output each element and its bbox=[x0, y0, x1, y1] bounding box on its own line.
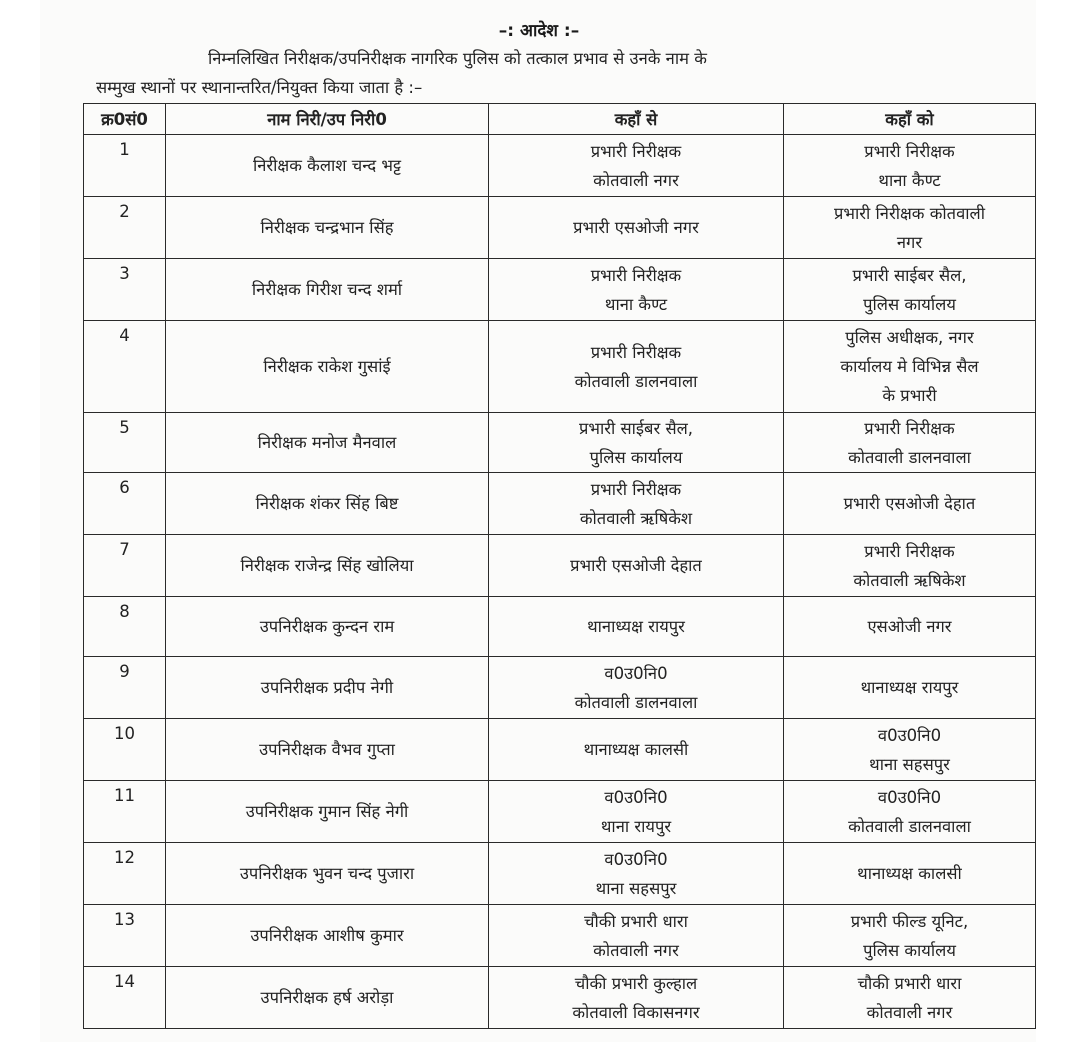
posting-to-line: के प्रभारी bbox=[882, 386, 937, 405]
posting-from-line: थानाध्यक्ष रायपुर bbox=[587, 617, 685, 636]
officer-name: निरीक्षक राजेन्द्र सिंह खोलिया bbox=[166, 535, 489, 597]
table-row bbox=[84, 473, 1036, 535]
posting-to bbox=[784, 473, 1036, 535]
posting-from bbox=[489, 259, 784, 321]
posting-to-line: व0उ0नि0 bbox=[877, 725, 942, 745]
posting-from bbox=[489, 781, 784, 843]
posting-from bbox=[489, 657, 784, 719]
row-serial-number: 9 bbox=[84, 657, 166, 719]
posting-to-line: प्रभारी निरीक्षक कोतवाली bbox=[834, 203, 985, 223]
posting-from bbox=[489, 197, 784, 259]
posting-to-line: पुलिस अधीक्षक, नगर bbox=[845, 328, 974, 347]
posting-from bbox=[489, 135, 784, 197]
row-serial-number: 6 bbox=[84, 473, 166, 535]
posting-from-line: प्रभारी एसओजी नगर bbox=[573, 218, 699, 237]
posting-to-line: पुलिस कार्यालय bbox=[863, 294, 956, 314]
posting-from-line: व0उ0नि0 bbox=[604, 663, 668, 683]
officer-name: उपनिरीक्षक कुन्दन राम bbox=[166, 597, 489, 657]
posting-from-line: कोतवाली नगर bbox=[593, 940, 679, 960]
posting-from bbox=[489, 967, 784, 1029]
table-row bbox=[84, 321, 1036, 413]
table-row bbox=[84, 781, 1036, 843]
officer-name: निरीक्षक चन्द्रभान सिंह bbox=[166, 197, 489, 259]
transfer-table bbox=[83, 103, 1036, 1029]
officer-name: उपनिरीक्षक आशीष कुमार bbox=[166, 905, 489, 967]
posting-from-line: व0उ0नि0 bbox=[604, 849, 668, 869]
row-serial-number: 11 bbox=[84, 781, 166, 843]
posting-from-line: प्रभारी एसओजी देहात bbox=[570, 556, 702, 575]
order-heading: –: आदेश :– bbox=[498, 21, 580, 41]
table-row bbox=[84, 535, 1036, 597]
posting-from bbox=[489, 535, 784, 597]
posting-from-line: प्रभारी निरीक्षक bbox=[590, 479, 682, 499]
posting-to bbox=[784, 719, 1036, 781]
posting-from bbox=[489, 413, 784, 473]
posting-from bbox=[489, 597, 784, 657]
table-row bbox=[84, 719, 1036, 781]
posting-from-line: प्रभारी निरीक्षक bbox=[590, 342, 682, 362]
posting-from-line: प्रभारी साईबर सैल, bbox=[578, 418, 694, 438]
officer-name: निरीक्षक शंकर सिंह बिष्ट bbox=[166, 473, 489, 535]
posting-from-line: चौकी प्रभारी कुल्हाल bbox=[574, 973, 698, 993]
posting-from-line: चौकी प्रभारी धारा bbox=[584, 911, 688, 931]
row-serial-number: 3 bbox=[84, 259, 166, 321]
posting-to-line: व0उ0नि0 bbox=[877, 787, 942, 807]
officer-name: निरीक्षक कैलाश चन्द भट्ट bbox=[166, 135, 489, 197]
officer-name: निरीक्षक गिरीश चन्द शर्मा bbox=[166, 259, 489, 321]
posting-to-line: प्रभारी साईबर सैल, bbox=[852, 265, 967, 285]
posting-to-line: प्रभारी एसओजी देहात bbox=[843, 494, 976, 513]
row-serial-number: 8 bbox=[84, 597, 166, 657]
table-row bbox=[84, 597, 1036, 657]
posting-to-line: थानाध्यक्ष रायपुर bbox=[860, 678, 959, 697]
officer-name: उपनिरीक्षक भुवन चन्द पुजारा bbox=[166, 843, 489, 905]
posting-to-line: प्रभारी फील्ड यूनिट, bbox=[850, 911, 969, 931]
table-row bbox=[84, 413, 1036, 473]
officer-name: उपनिरीक्षक वैभव गुप्ता bbox=[166, 719, 489, 781]
posting-from-line: कोतवाली डालनवाला bbox=[574, 371, 698, 391]
header-name: नाम निरी/उप निरी0 bbox=[166, 104, 489, 135]
row-serial-number: 14 bbox=[84, 967, 166, 1029]
posting-to-line: कार्यालय मे विभिन्न सैल bbox=[840, 357, 979, 376]
posting-from-line: कोतवाली डालनवाला bbox=[574, 692, 698, 712]
table-row bbox=[84, 197, 1036, 259]
row-serial-number: 12 bbox=[84, 843, 166, 905]
posting-from-line: प्रभारी निरीक्षक bbox=[590, 141, 682, 161]
posting-to-line: नगर bbox=[896, 232, 923, 252]
row-serial-number: 13 bbox=[84, 905, 166, 967]
posting-from-line: थानाध्यक्ष कालसी bbox=[583, 740, 689, 759]
officer-name: निरीक्षक राकेश गुसांई bbox=[166, 321, 489, 413]
posting-to-line: प्रभारी निरीक्षक bbox=[864, 418, 955, 438]
posting-from bbox=[489, 473, 784, 535]
posting-to-line: थाना सहसपुर bbox=[869, 754, 950, 774]
row-serial-number: 5 bbox=[84, 413, 166, 473]
posting-to bbox=[784, 197, 1036, 259]
row-serial-number: 7 bbox=[84, 535, 166, 597]
table-row bbox=[84, 657, 1036, 719]
row-serial-number: 4 bbox=[84, 321, 166, 413]
posting-to bbox=[784, 781, 1036, 843]
posting-to bbox=[784, 597, 1036, 657]
posting-to-line: एसओजी नगर bbox=[867, 617, 952, 636]
posting-from-line: पुलिस कार्यालय bbox=[589, 447, 683, 467]
row-serial-number: 1 bbox=[84, 135, 166, 197]
header-to: कहाँ को bbox=[784, 104, 1036, 135]
header-sno: क्र0सं0 bbox=[84, 104, 166, 135]
header-from: कहाँ से bbox=[489, 104, 784, 135]
officer-name: उपनिरीक्षक हर्ष अरोड़ा bbox=[166, 967, 489, 1029]
table-row bbox=[84, 259, 1036, 321]
posting-to-line: चौकी प्रभारी धारा bbox=[857, 973, 962, 993]
posting-from-line: कोतवाली नगर bbox=[593, 170, 679, 190]
posting-to-line: प्रभारी निरीक्षक bbox=[864, 541, 955, 561]
table-row bbox=[84, 905, 1036, 967]
posting-to-line: पुलिस कार्यालय bbox=[863, 940, 956, 960]
posting-to bbox=[784, 657, 1036, 719]
table-header-row bbox=[84, 104, 1036, 135]
posting-to-line: कोतवाली डालनवाला bbox=[848, 816, 971, 836]
posting-to bbox=[784, 135, 1036, 197]
posting-from bbox=[489, 843, 784, 905]
posting-to-line: कोतवाली डालनवाला bbox=[848, 447, 971, 467]
posting-from-line: कोतवाली ऋषिकेश bbox=[579, 508, 693, 528]
posting-to-line: प्रभारी निरीक्षक bbox=[864, 141, 955, 161]
posting-from-line: थाना रायपुर bbox=[600, 816, 672, 836]
officer-name: उपनिरीक्षक प्रदीप नेगी bbox=[166, 657, 489, 719]
posting-to-line: कोतवाली नगर bbox=[866, 1002, 953, 1022]
table-row bbox=[84, 967, 1036, 1029]
posting-from-line: कोतवाली विकासनगर bbox=[572, 1002, 700, 1022]
posting-from bbox=[489, 719, 784, 781]
posting-to-line: थानाध्यक्ष कालसी bbox=[857, 864, 962, 883]
intro-line-2: सम्मुख स्थानों पर स्थानान्तरित/नियुक्त किया जाता है :– bbox=[96, 78, 423, 97]
officer-name: उपनिरीक्षक गुमान सिंह नेगी bbox=[166, 781, 489, 843]
row-serial-number: 10 bbox=[84, 719, 166, 781]
posting-to bbox=[784, 259, 1036, 321]
posting-to-line: कोतवाली ऋषिकेश bbox=[853, 570, 966, 590]
posting-from-line: थाना कैण्ट bbox=[604, 294, 668, 314]
posting-to bbox=[784, 905, 1036, 967]
posting-from bbox=[489, 321, 784, 413]
row-serial-number: 2 bbox=[84, 197, 166, 259]
posting-from-line: प्रभारी निरीक्षक bbox=[590, 265, 682, 285]
posting-to bbox=[784, 413, 1036, 473]
posting-to bbox=[784, 967, 1036, 1029]
posting-from-line: थाना सहसपुर bbox=[595, 878, 677, 898]
officer-name: निरीक्षक मनोज मैनवाल bbox=[166, 413, 489, 473]
table-row bbox=[84, 135, 1036, 197]
posting-to-line: थाना कैण्ट bbox=[878, 170, 941, 190]
posting-from-line: व0उ0नि0 bbox=[604, 787, 668, 807]
posting-to bbox=[784, 843, 1036, 905]
table-row bbox=[84, 843, 1036, 905]
posting-to bbox=[784, 321, 1036, 413]
posting-from bbox=[489, 905, 784, 967]
intro-line-1: निम्नलिखित निरीक्षक/उपनिरीक्षक नागरिक पुलिस को तत्काल प्रभाव से उनके नाम के bbox=[208, 49, 707, 68]
intro-paragraph bbox=[96, 44, 1010, 102]
posting-to bbox=[784, 535, 1036, 597]
